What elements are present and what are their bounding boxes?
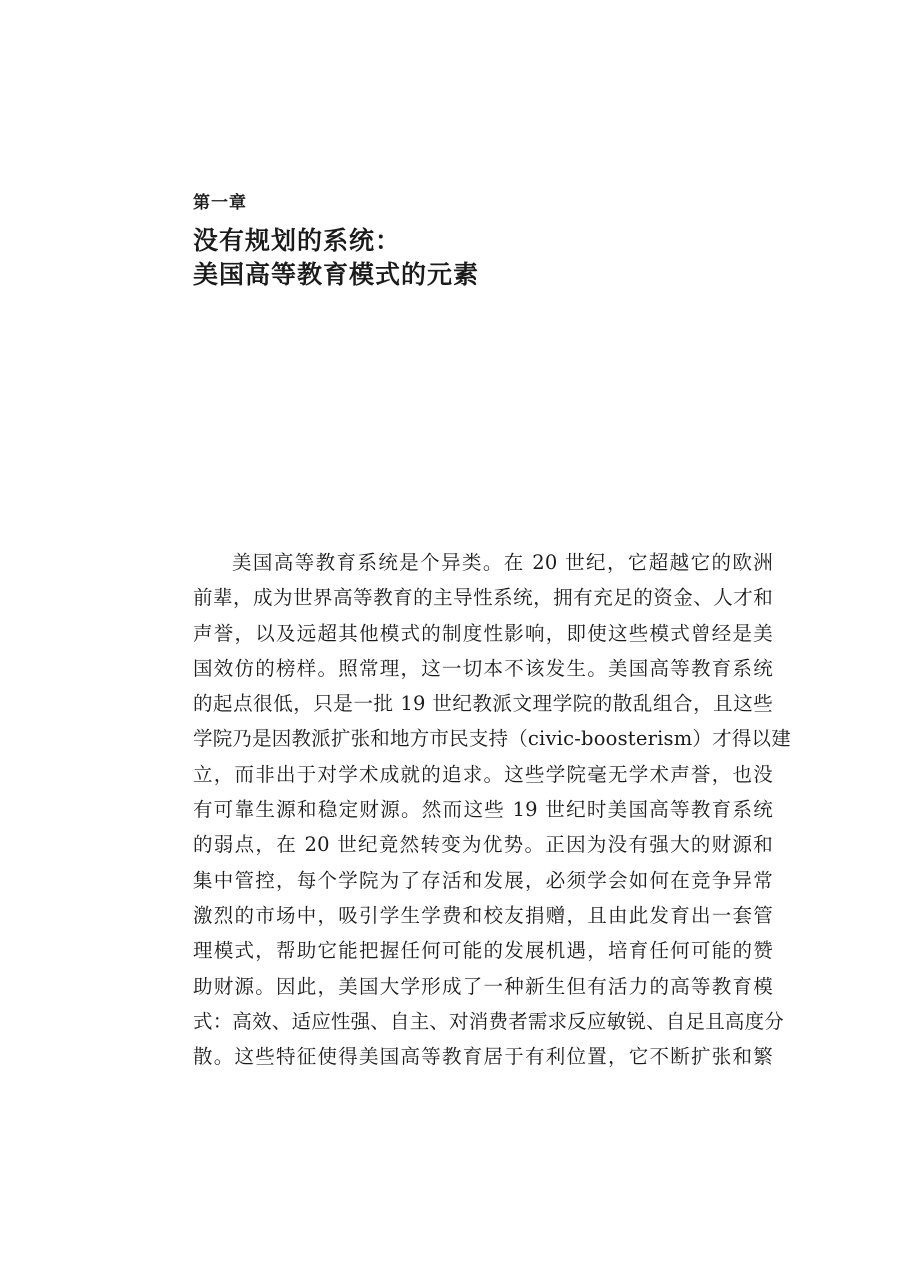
text-line: 前辈，成为世界高等教育的主导性系统，拥有充足的资金、人才和	[193, 586, 773, 610]
text-line: 助财源。因此，美国大学形成了一种新生但有活力的高等教育模	[193, 974, 773, 998]
chapter-title	[193, 224, 479, 292]
text-line: 有可靠生源和稳定财源。然而这些 19 世纪时美国高等教育系统	[193, 798, 773, 822]
text-line: 声誉，以及远超其他模式的制度性影响，即使这些模式曾经是美	[193, 621, 773, 645]
text-line: 式：高效、适应性强、自主、对消费者需求反应敏锐、自足且高度分	[193, 1009, 785, 1033]
text-line: 立，而非出于对学术成就的追求。这些学院毫无学术声誉，也没	[193, 762, 773, 786]
chapter-label: 第一章	[193, 193, 247, 213]
chapter-header	[193, 192, 479, 292]
text-line: 学院乃是因教派扩张和地方市民支持（civic-boosterism）才得以建	[193, 727, 791, 751]
text-line: 激烈的市场中，吸引学生学费和校友捐赠，且由此发育出一套管	[193, 903, 773, 927]
text-line: 理模式，帮助它能把握任何可能的发展机遇，培育任何可能的赞	[193, 939, 773, 963]
text-line: 散。这些特征使得美国高等教育居于有利位置，它不断扩张和繁	[193, 1045, 773, 1069]
text-line: 的弱点，在 20 世纪竟然转变为优势。正因为没有强大的财源和	[193, 833, 773, 857]
text-line: 集中管控，每个学院为了存活和发展，必须学会如何在竞争异常	[193, 868, 773, 892]
text-line: 国效仿的榜样。照常理，这一切本不该发生。美国高等教育系统	[193, 656, 773, 680]
chapter-title-line-1: 没有规划的系统：	[193, 226, 402, 255]
chapter-title-line-2: 美国高等教育模式的元素	[193, 260, 480, 289]
body-paragraph	[193, 545, 791, 1074]
text-line: 美国高等教育系统是个异类。在 20 世纪，它超越它的欧洲	[232, 551, 773, 574]
text-line: 的起点很低，只是一批 19 世纪教派文理学院的散乱组合，且这些	[193, 692, 773, 716]
